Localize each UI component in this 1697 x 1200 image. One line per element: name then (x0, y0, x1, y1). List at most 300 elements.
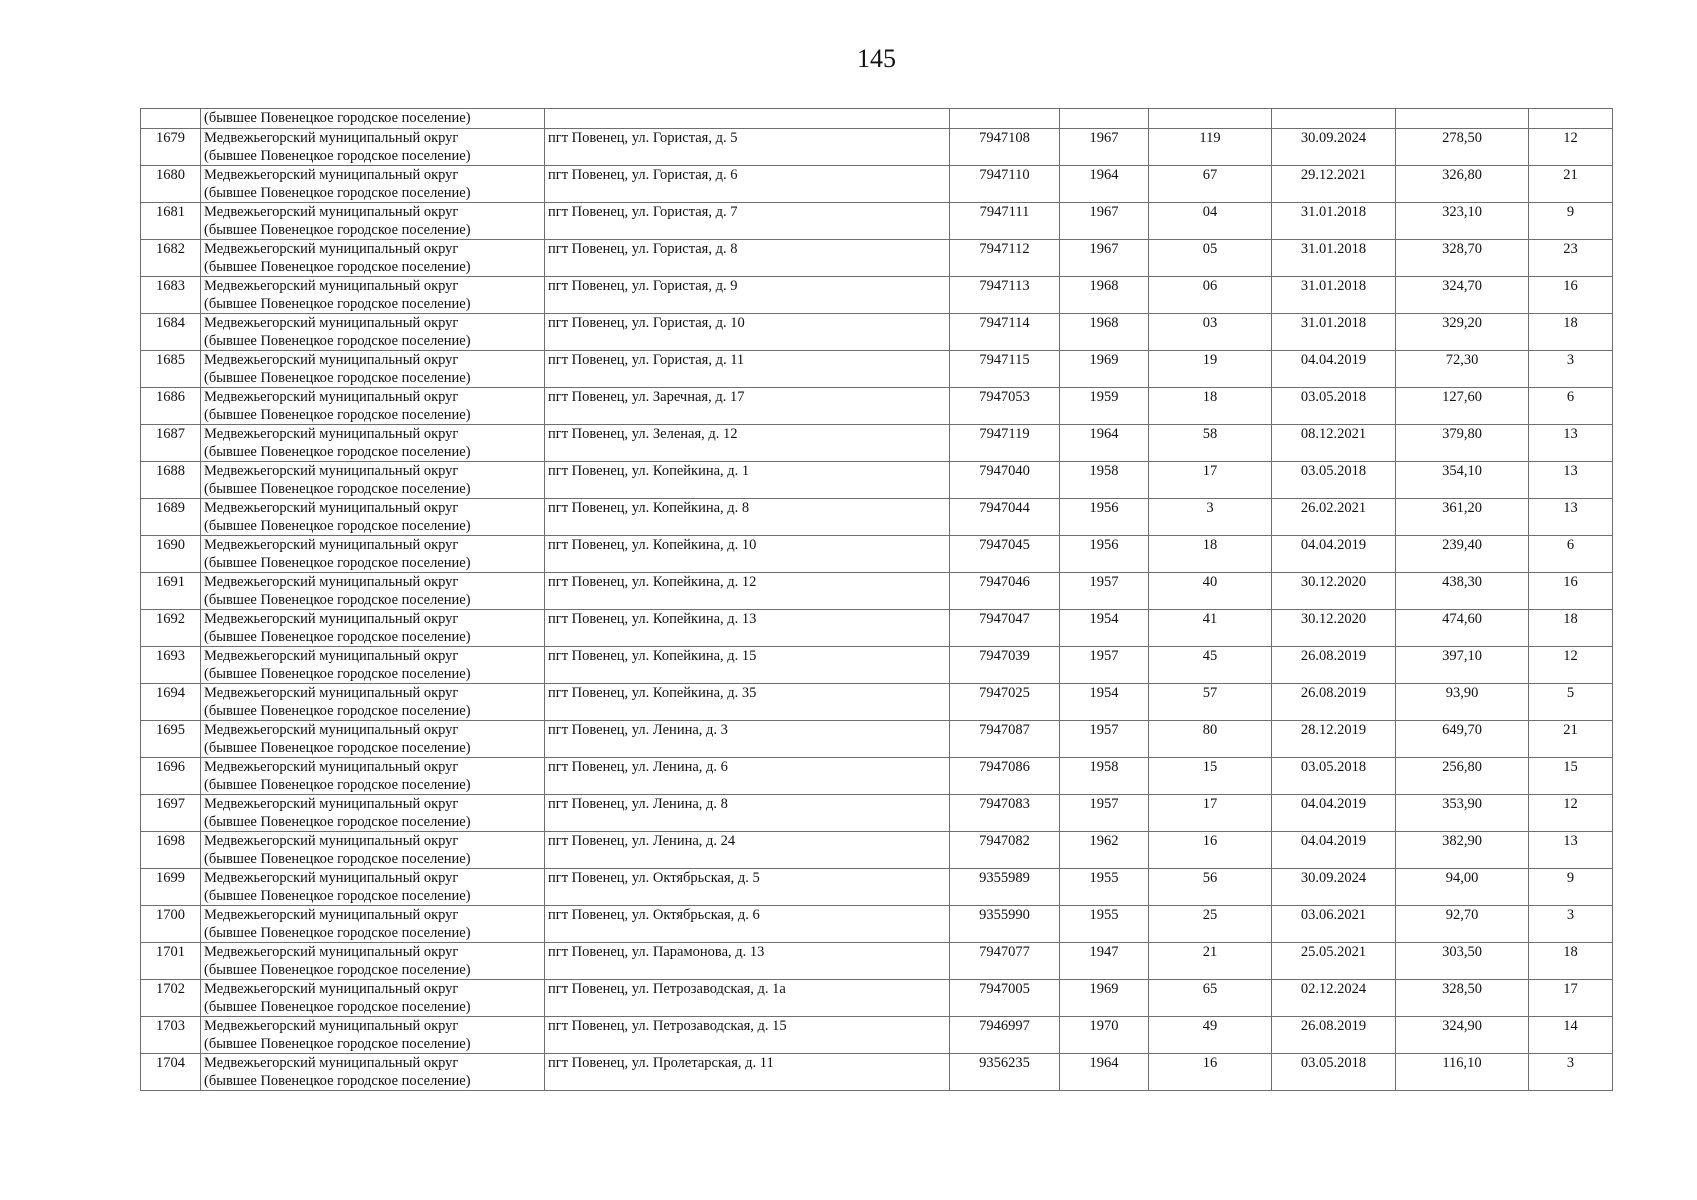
cell-year: 1962 (1060, 832, 1149, 869)
cell-date: 30.12.2020 (1272, 610, 1396, 647)
cell-address: пгт Повенец, ул. Парамонова, д. 13 (545, 943, 950, 980)
cell-count: 13 (1529, 832, 1613, 869)
cell-number: 1699 (141, 869, 201, 906)
cell-municipality (201, 425, 545, 462)
cell-doc-number: 65 (1149, 980, 1272, 1017)
cell-date: 04.04.2019 (1272, 351, 1396, 388)
cell-year: 1956 (1060, 536, 1149, 573)
cell-municipality (201, 1017, 545, 1054)
municipality-line1: Медвежьегорский муниципальный округ (204, 685, 459, 701)
cell-municipality (201, 388, 545, 425)
cell-address: пгт Повенец, ул. Копейкина, д. 15 (545, 647, 950, 684)
cell-count: 12 (1529, 129, 1613, 166)
table-row (141, 832, 1613, 869)
cell-count: 16 (1529, 277, 1613, 314)
cell-municipality: (бывшее Повенецкое городское поселение) (201, 109, 545, 129)
cell-date: 08.12.2021 (1272, 425, 1396, 462)
table-row (141, 203, 1613, 240)
cell-code: 7947053 (950, 388, 1060, 425)
cell-area: 278,50 (1396, 129, 1529, 166)
municipality-line2: (бывшее Повенецкое городское поселение) (204, 555, 471, 571)
cell-area: 328,70 (1396, 240, 1529, 277)
cell-municipality (201, 832, 545, 869)
cell-number: 1691 (141, 573, 201, 610)
municipality-line2: (бывшее Повенецкое городское поселение) (204, 851, 471, 867)
cell-year: 1968 (1060, 314, 1149, 351)
cell-date: 02.12.2024 (1272, 980, 1396, 1017)
cell-count: 13 (1529, 425, 1613, 462)
cell-municipality (201, 277, 545, 314)
cell-area: 382,90 (1396, 832, 1529, 869)
municipality-line2: (бывшее Повенецкое городское поселение) (204, 666, 471, 682)
cell-count: 9 (1529, 203, 1613, 240)
cell-count: 21 (1529, 721, 1613, 758)
cell-count: 3 (1529, 351, 1613, 388)
cell-code: 7947082 (950, 832, 1060, 869)
municipality-line2: (бывшее Повенецкое городское поселение) (204, 296, 471, 312)
cell-doc-number: 18 (1149, 388, 1272, 425)
cell-code: 7947086 (950, 758, 1060, 795)
cell-date: 26.08.2019 (1272, 684, 1396, 721)
cell-address: пгт Повенец, ул. Октябрьская, д. 6 (545, 906, 950, 943)
municipality-line2: (бывшее Повенецкое городское поселение) (204, 999, 471, 1015)
cell-year: 1957 (1060, 795, 1149, 832)
cell-doc-number: 03 (1149, 314, 1272, 351)
cell-address: пгт Повенец, ул. Гористая, д. 7 (545, 203, 950, 240)
cell-area: 353,90 (1396, 795, 1529, 832)
table-row (141, 943, 1613, 980)
cell-address: пгт Повенец, ул. Копейкина, д. 12 (545, 573, 950, 610)
cell-number: 1693 (141, 647, 201, 684)
cell-municipality (201, 499, 545, 536)
cell-area: 329,20 (1396, 314, 1529, 351)
cell-year: 1967 (1060, 129, 1149, 166)
table-row (141, 795, 1613, 832)
cell-year: 1954 (1060, 684, 1149, 721)
cell-count: 18 (1529, 314, 1613, 351)
cell-count: 12 (1529, 795, 1613, 832)
cell-address: пгт Повенец, ул. Копейкина, д. 8 (545, 499, 950, 536)
municipality-line1: Медвежьегорский муниципальный округ (204, 463, 459, 479)
cell-number: 1703 (141, 1017, 201, 1054)
cell-doc-number: 04 (1149, 203, 1272, 240)
cell-year: 1968 (1060, 277, 1149, 314)
cell-number: 1694 (141, 684, 201, 721)
cell-year: 1964 (1060, 166, 1149, 203)
cell-area: 323,10 (1396, 203, 1529, 240)
municipality-line2: (бывшее Повенецкое городское поселение) (204, 481, 471, 497)
cell-address: пгт Повенец, ул. Ленина, д. 8 (545, 795, 950, 832)
cell-doc-number: 3 (1149, 499, 1272, 536)
municipality-line1: Медвежьегорский муниципальный округ (204, 1018, 459, 1034)
cell-code: 7947077 (950, 943, 1060, 980)
cell-count: 13 (1529, 462, 1613, 499)
cell-area: 303,50 (1396, 943, 1529, 980)
cell-code: 9355989 (950, 869, 1060, 906)
cell-municipality (201, 647, 545, 684)
municipality-line1: Медвежьегорский муниципальный округ (204, 574, 459, 590)
cell-area: 93,90 (1396, 684, 1529, 721)
cell-address: пгт Повенец, ул. Гористая, д. 9 (545, 277, 950, 314)
table-row (141, 980, 1613, 1017)
cell-year (1060, 109, 1149, 129)
municipality-line2: (бывшее Повенецкое городское поселение) (204, 444, 471, 460)
table-row (141, 573, 1613, 610)
cell-area: 361,20 (1396, 499, 1529, 536)
cell-address: пгт Повенец, ул. Копейкина, д. 13 (545, 610, 950, 647)
cell-date: 04.04.2019 (1272, 536, 1396, 573)
cell-area: 328,50 (1396, 980, 1529, 1017)
cell-code: 7947047 (950, 610, 1060, 647)
cell-municipality (201, 1054, 545, 1091)
cell-address: пгт Повенец, ул. Гористая, д. 5 (545, 129, 950, 166)
cell-count: 5 (1529, 684, 1613, 721)
table-row-continuation (141, 109, 1613, 129)
cell-code: 7947114 (950, 314, 1060, 351)
cell-doc-number: 16 (1149, 832, 1272, 869)
cell-doc-number: 25 (1149, 906, 1272, 943)
table-row (141, 906, 1613, 943)
cell-number (141, 109, 201, 129)
housing-register-table (140, 108, 1613, 1091)
municipality-line2: (бывшее Повенецкое городское поселение) (204, 370, 471, 386)
cell-area (1396, 109, 1529, 129)
cell-count: 3 (1529, 1054, 1613, 1091)
cell-address: пгт Повенец, ул. Гористая, д. 10 (545, 314, 950, 351)
cell-code: 7947083 (950, 795, 1060, 832)
municipality-line2: (бывшее Повенецкое городское поселение) (204, 925, 471, 941)
cell-year: 1967 (1060, 203, 1149, 240)
cell-date: 03.05.2018 (1272, 462, 1396, 499)
cell-year: 1967 (1060, 240, 1149, 277)
cell-code: 7947044 (950, 499, 1060, 536)
cell-number: 1680 (141, 166, 201, 203)
cell-area: 94,00 (1396, 869, 1529, 906)
cell-municipality (201, 314, 545, 351)
cell-area: 127,60 (1396, 388, 1529, 425)
cell-code: 7947108 (950, 129, 1060, 166)
municipality-line1: Медвежьегорский муниципальный округ (204, 833, 459, 849)
cell-address: пгт Повенец, ул. Пролетарская, д. 11 (545, 1054, 950, 1091)
table-row (141, 721, 1613, 758)
cell-address: пгт Повенец, ул. Петрозаводская, д. 1а (545, 980, 950, 1017)
municipality-line2: (бывшее Повенецкое городское поселение) (204, 703, 471, 719)
cell-year: 1957 (1060, 647, 1149, 684)
cell-area: 239,40 (1396, 536, 1529, 573)
cell-area: 649,70 (1396, 721, 1529, 758)
cell-year: 1964 (1060, 1054, 1149, 1091)
cell-doc-number: 80 (1149, 721, 1272, 758)
municipality-line2: (бывшее Повенецкое городское поселение) (204, 962, 471, 978)
cell-doc-number: 57 (1149, 684, 1272, 721)
municipality-line1: Медвежьегорский муниципальный округ (204, 500, 459, 516)
cell-code: 7947040 (950, 462, 1060, 499)
cell-count: 6 (1529, 536, 1613, 573)
cell-date: 31.01.2018 (1272, 203, 1396, 240)
cell-address: пгт Повенец, ул. Копейкина, д. 35 (545, 684, 950, 721)
municipality-line1: Медвежьегорский муниципальный округ (204, 870, 459, 886)
cell-date: 28.12.2019 (1272, 721, 1396, 758)
cell-area: 397,10 (1396, 647, 1529, 684)
cell-code: 7947112 (950, 240, 1060, 277)
municipality-line1: Медвежьегорский муниципальный округ (204, 907, 459, 923)
cell-address: пгт Повенец, ул. Копейкина, д. 10 (545, 536, 950, 573)
page-number: 145 (857, 44, 896, 73)
cell-date: 04.04.2019 (1272, 832, 1396, 869)
cell-address: пгт Повенец, ул. Заречная, д. 17 (545, 388, 950, 425)
municipality-line1: Медвежьегорский муниципальный округ (204, 130, 459, 146)
cell-area: 116,10 (1396, 1054, 1529, 1091)
municipality-line1: Медвежьегорский муниципальный округ (204, 204, 459, 220)
cell-year: 1969 (1060, 980, 1149, 1017)
municipality-line2: (бывшее Повенецкое городское поселение) (204, 259, 471, 275)
municipality-line2: (бывшее Повенецкое городское поселение) (204, 888, 471, 904)
cell-area: 326,80 (1396, 166, 1529, 203)
municipality-line2: (бывшее Повенецкое городское поселение) (204, 222, 471, 238)
cell-municipality (201, 721, 545, 758)
cell-date: 31.01.2018 (1272, 277, 1396, 314)
cell-municipality (201, 462, 545, 499)
cell-date: 29.12.2021 (1272, 166, 1396, 203)
cell-doc-number: 67 (1149, 166, 1272, 203)
cell-doc-number: 17 (1149, 462, 1272, 499)
cell-doc-number: 18 (1149, 536, 1272, 573)
cell-municipality (201, 351, 545, 388)
cell-date: 30.12.2020 (1272, 573, 1396, 610)
cell-doc-number: 41 (1149, 610, 1272, 647)
cell-year: 1947 (1060, 943, 1149, 980)
cell-area: 379,80 (1396, 425, 1529, 462)
table-row (141, 610, 1613, 647)
cell-year: 1956 (1060, 499, 1149, 536)
cell-doc-number: 15 (1149, 758, 1272, 795)
cell-date: 03.06.2021 (1272, 906, 1396, 943)
cell-doc-number (1149, 109, 1272, 129)
cell-area: 72,30 (1396, 351, 1529, 388)
table-row (141, 536, 1613, 573)
municipality-line1: Медвежьегорский муниципальный округ (204, 722, 459, 738)
table-row (141, 314, 1613, 351)
cell-area: 438,30 (1396, 573, 1529, 610)
cell-municipality (201, 758, 545, 795)
cell-code: 9355990 (950, 906, 1060, 943)
municipality-line1: Медвежьегорский муниципальный округ (204, 1055, 459, 1071)
cell-date: 03.05.2018 (1272, 1054, 1396, 1091)
cell-date: 26.08.2019 (1272, 1017, 1396, 1054)
cell-count: 18 (1529, 943, 1613, 980)
table-row (141, 684, 1613, 721)
cell-year: 1954 (1060, 610, 1149, 647)
cell-address: пгт Повенец, ул. Зеленая, д. 12 (545, 425, 950, 462)
table-row (141, 1054, 1613, 1091)
cell-count: 3 (1529, 906, 1613, 943)
cell-code: 7947045 (950, 536, 1060, 573)
cell-municipality (201, 980, 545, 1017)
municipality-line2: (бывшее Повенецкое городское поселение) (204, 1073, 471, 1089)
cell-date: 31.01.2018 (1272, 314, 1396, 351)
cell-year: 1958 (1060, 462, 1149, 499)
cell-count: 14 (1529, 1017, 1613, 1054)
table-row (141, 758, 1613, 795)
cell-municipality (201, 203, 545, 240)
cell-count: 21 (1529, 166, 1613, 203)
cell-code: 7947113 (950, 277, 1060, 314)
cell-doc-number: 45 (1149, 647, 1272, 684)
cell-code: 9356235 (950, 1054, 1060, 1091)
table-row (141, 388, 1613, 425)
cell-number: 1684 (141, 314, 201, 351)
municipality-line1: Медвежьегорский муниципальный округ (204, 278, 459, 294)
municipality-line1: Медвежьегорский муниципальный округ (204, 389, 459, 405)
cell-number: 1682 (141, 240, 201, 277)
cell-address: пгт Повенец, ул. Октябрьская, д. 5 (545, 869, 950, 906)
table-row (141, 462, 1613, 499)
cell-number: 1697 (141, 795, 201, 832)
cell-municipality (201, 906, 545, 943)
cell-number: 1695 (141, 721, 201, 758)
cell-count: 23 (1529, 240, 1613, 277)
cell-doc-number: 40 (1149, 573, 1272, 610)
cell-address: пгт Повенец, ул. Ленина, д. 24 (545, 832, 950, 869)
cell-number: 1696 (141, 758, 201, 795)
cell-municipality (201, 536, 545, 573)
municipality-line1: Медвежьегорский муниципальный округ (204, 796, 459, 812)
cell-number: 1685 (141, 351, 201, 388)
municipality-line1: Медвежьегорский муниципальный округ (204, 315, 459, 331)
cell-year: 1959 (1060, 388, 1149, 425)
municipality-line2: (бывшее Повенецкое городское поселение) (204, 1036, 471, 1052)
cell-code: 7947046 (950, 573, 1060, 610)
cell-number: 1681 (141, 203, 201, 240)
cell-count: 9 (1529, 869, 1613, 906)
cell-year: 1957 (1060, 573, 1149, 610)
cell-municipality (201, 166, 545, 203)
cell-number: 1690 (141, 536, 201, 573)
cell-municipality (201, 573, 545, 610)
table-row (141, 129, 1613, 166)
cell-date: 04.04.2019 (1272, 795, 1396, 832)
cell-number: 1700 (141, 906, 201, 943)
table-row (141, 240, 1613, 277)
municipality-line1: Медвежьегорский муниципальный округ (204, 611, 459, 627)
cell-doc-number: 119 (1149, 129, 1272, 166)
cell-municipality (201, 943, 545, 980)
municipality-line1: Медвежьегорский муниципальный округ (204, 648, 459, 664)
table-row (141, 351, 1613, 388)
cell-date: 26.02.2021 (1272, 499, 1396, 536)
municipality-line2: (бывшее Повенецкое городское поселение) (204, 777, 471, 793)
cell-area: 324,90 (1396, 1017, 1529, 1054)
cell-area: 256,80 (1396, 758, 1529, 795)
municipality-line1: Медвежьегорский муниципальный округ (204, 537, 459, 553)
municipality-line2: (бывшее Повенецкое городское поселение) (204, 629, 471, 645)
cell-count: 12 (1529, 647, 1613, 684)
cell-year: 1964 (1060, 425, 1149, 462)
cell-count: 16 (1529, 573, 1613, 610)
cell-code: 7947119 (950, 425, 1060, 462)
cell-number: 1686 (141, 388, 201, 425)
cell-doc-number: 06 (1149, 277, 1272, 314)
cell-count: 17 (1529, 980, 1613, 1017)
cell-count: 6 (1529, 388, 1613, 425)
cell-doc-number: 19 (1149, 351, 1272, 388)
cell-number: 1683 (141, 277, 201, 314)
municipality-line1: Медвежьегорский муниципальный округ (204, 944, 459, 960)
cell-number: 1702 (141, 980, 201, 1017)
cell-doc-number: 17 (1149, 795, 1272, 832)
cell-municipality (201, 795, 545, 832)
cell-code: 7947111 (950, 203, 1060, 240)
municipality-line2: (бывшее Повенецкое городское поселение) (204, 740, 471, 756)
municipality-line2: (бывшее Повенецкое городское поселение) (204, 592, 471, 608)
municipality-line2: (бывшее Повенецкое городское поселение) (204, 185, 471, 201)
cell-date: 30.09.2024 (1272, 869, 1396, 906)
cell-year: 1970 (1060, 1017, 1149, 1054)
municipality-line2: (бывшее Повенецкое городское поселение) (204, 407, 471, 423)
cell-municipality (201, 869, 545, 906)
municipality-line1: Медвежьегорский муниципальный округ (204, 759, 459, 775)
cell-number: 1687 (141, 425, 201, 462)
table-row (141, 1017, 1613, 1054)
cell-number: 1679 (141, 129, 201, 166)
cell-doc-number: 58 (1149, 425, 1272, 462)
table-row (141, 277, 1613, 314)
cell-date: 03.05.2018 (1272, 388, 1396, 425)
cell-date (1272, 109, 1396, 129)
cell-area: 324,70 (1396, 277, 1529, 314)
municipality-line2: (бывшее Повенецкое городское поселение) (204, 814, 471, 830)
cell-area: 354,10 (1396, 462, 1529, 499)
municipality-line2: (бывшее Повенецкое городское поселение) (204, 518, 471, 534)
cell-address: пгт Повенец, ул. Петрозаводская, д. 15 (545, 1017, 950, 1054)
table-row (141, 647, 1613, 684)
cell-address: пгт Повенец, ул. Гористая, д. 11 (545, 351, 950, 388)
cell-number: 1692 (141, 610, 201, 647)
cell-municipality (201, 684, 545, 721)
municipality-line1: Медвежьегорский муниципальный округ (204, 241, 459, 257)
cell-code: 7947087 (950, 721, 1060, 758)
cell-address: пгт Повенец, ул. Гористая, д. 8 (545, 240, 950, 277)
cell-code: 7946997 (950, 1017, 1060, 1054)
cell-number: 1688 (141, 462, 201, 499)
cell-date: 25.05.2021 (1272, 943, 1396, 980)
municipality-line2: (бывшее Повенецкое городское поселение) (204, 333, 471, 349)
cell-date: 03.05.2018 (1272, 758, 1396, 795)
cell-code: 7947039 (950, 647, 1060, 684)
cell-address: пгт Повенец, ул. Ленина, д. 6 (545, 758, 950, 795)
cell-address: пгт Повенец, ул. Ленина, д. 3 (545, 721, 950, 758)
cell-number: 1689 (141, 499, 201, 536)
cell-code: 7947110 (950, 166, 1060, 203)
cell-address: пгт Повенец, ул. Гористая, д. 6 (545, 166, 950, 203)
cell-year: 1955 (1060, 906, 1149, 943)
cell-doc-number: 56 (1149, 869, 1272, 906)
cell-count: 18 (1529, 610, 1613, 647)
cell-year: 1958 (1060, 758, 1149, 795)
cell-date: 31.01.2018 (1272, 240, 1396, 277)
municipality-line1: Медвежьегорский муниципальный округ (204, 981, 459, 997)
cell-address: пгт Повенец, ул. Копейкина, д. 1 (545, 462, 950, 499)
cell-doc-number: 49 (1149, 1017, 1272, 1054)
table-row (141, 425, 1613, 462)
table-row (141, 869, 1613, 906)
municipality-line1: Медвежьегорский муниципальный округ (204, 426, 459, 442)
cell-doc-number: 21 (1149, 943, 1272, 980)
cell-count: 15 (1529, 758, 1613, 795)
cell-count (1529, 109, 1613, 129)
cell-address (545, 109, 950, 129)
cell-doc-number: 16 (1149, 1054, 1272, 1091)
